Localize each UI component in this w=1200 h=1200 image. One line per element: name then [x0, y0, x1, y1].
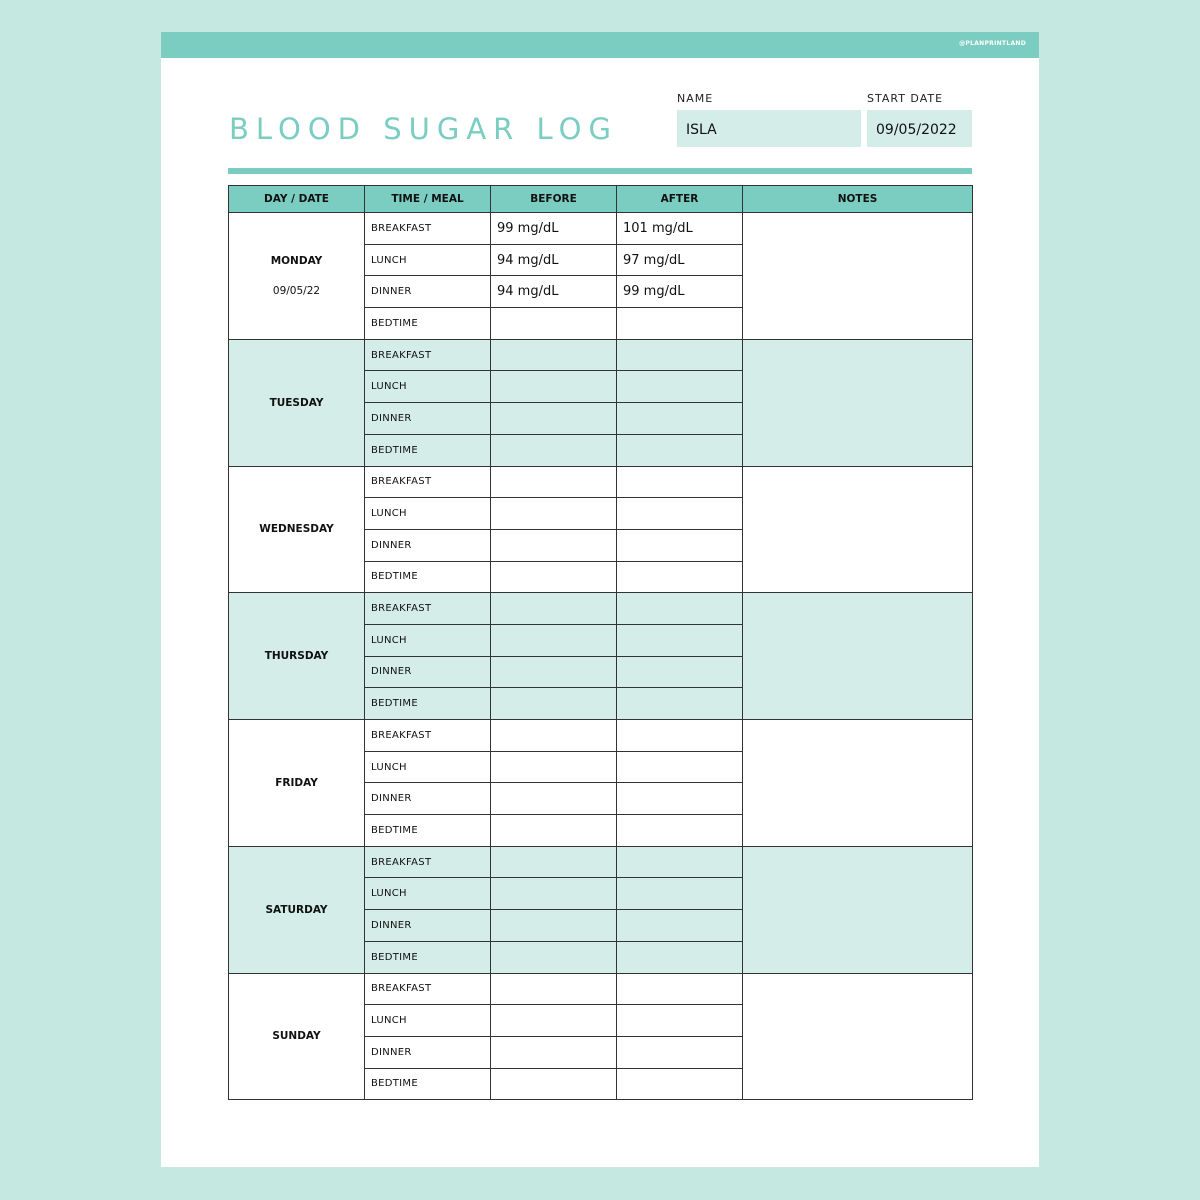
after-reading-cell[interactable] — [617, 339, 743, 371]
before-reading-cell[interactable] — [491, 561, 617, 593]
day-name: SUNDAY — [272, 1030, 321, 1043]
notes-cell[interactable] — [743, 846, 973, 973]
before-reading-cell[interactable] — [491, 434, 617, 466]
day-cell — [229, 846, 365, 973]
day-name: SATURDAY — [265, 903, 328, 916]
meal-label: DINNER — [365, 910, 491, 942]
day-name: TUESDAY — [269, 396, 324, 409]
meal-label: BREAKFAST — [365, 466, 491, 498]
meal-label: DINNER — [365, 529, 491, 561]
col-header-notes: NOTES — [743, 186, 973, 213]
meal-label: BREAKFAST — [365, 213, 491, 245]
after-reading-cell[interactable] — [617, 529, 743, 561]
after-reading-cell[interactable] — [617, 1036, 743, 1068]
meal-label: DINNER — [365, 656, 491, 688]
before-reading-cell[interactable] — [491, 878, 617, 910]
after-reading-cell[interactable] — [617, 910, 743, 942]
after-reading-cell[interactable] — [617, 498, 743, 530]
meal-label: BEDTIME — [365, 1068, 491, 1100]
before-reading-cell[interactable] — [491, 624, 617, 656]
after-reading-cell[interactable] — [617, 1068, 743, 1100]
meal-label: LUNCH — [365, 244, 491, 276]
after-reading-cell[interactable]: 101 mg/dL — [617, 213, 743, 245]
log-sheet — [161, 32, 1039, 1167]
after-reading-cell[interactable] — [617, 751, 743, 783]
start-date-field[interactable]: 09/05/2022 — [867, 110, 972, 147]
before-reading-cell[interactable] — [491, 466, 617, 498]
meal-label: BEDTIME — [365, 434, 491, 466]
after-reading-cell[interactable] — [617, 973, 743, 1005]
meal-label: BEDTIME — [365, 561, 491, 593]
start-date-label: START DATE — [867, 92, 944, 105]
after-reading-cell[interactable] — [617, 846, 743, 878]
day-name: THURSDAY — [264, 650, 329, 663]
after-reading-cell[interactable] — [617, 403, 743, 435]
col-header-after: AFTER — [617, 186, 743, 213]
after-reading-cell[interactable] — [617, 434, 743, 466]
col-header-before: BEFORE — [491, 186, 617, 213]
before-reading-cell[interactable] — [491, 593, 617, 625]
notes-cell[interactable] — [743, 973, 973, 1100]
after-reading-cell[interactable] — [617, 688, 743, 720]
after-reading-cell[interactable]: 99 mg/dL — [617, 276, 743, 308]
before-reading-cell[interactable]: 99 mg/dL — [491, 213, 617, 245]
meal-label: LUNCH — [365, 751, 491, 783]
before-reading-cell[interactable] — [491, 910, 617, 942]
after-reading-cell[interactable] — [617, 941, 743, 973]
after-reading-cell[interactable] — [617, 783, 743, 815]
page-title: BLOOD SUGAR LOG — [229, 112, 618, 146]
name-label: NAME — [677, 92, 714, 105]
day-cell — [229, 339, 365, 466]
before-reading-cell[interactable] — [491, 1005, 617, 1037]
day-cell — [229, 466, 365, 593]
table-row — [229, 593, 973, 625]
table-row — [229, 720, 973, 752]
after-reading-cell[interactable] — [617, 624, 743, 656]
day-cell — [229, 593, 365, 720]
after-reading-cell[interactable] — [617, 815, 743, 847]
day-cell — [229, 720, 365, 847]
table-row — [229, 466, 973, 498]
day-name: WEDNESDAY — [259, 523, 334, 536]
before-reading-cell[interactable] — [491, 973, 617, 1005]
notes-cell[interactable] — [743, 593, 973, 720]
after-reading-cell[interactable] — [617, 371, 743, 403]
after-reading-cell[interactable] — [617, 308, 743, 340]
brand-handle: @PLANPRINTLAND — [959, 40, 1026, 47]
before-reading-cell[interactable] — [491, 751, 617, 783]
after-reading-cell[interactable] — [617, 878, 743, 910]
meal-label: BEDTIME — [365, 815, 491, 847]
after-reading-cell[interactable]: 97 mg/dL — [617, 244, 743, 276]
meal-label: BREAKFAST — [365, 339, 491, 371]
table-row — [229, 213, 973, 245]
day-name: MONDAY — [270, 254, 323, 267]
meal-label: BEDTIME — [365, 688, 491, 720]
before-reading-cell[interactable] — [491, 529, 617, 561]
notes-cell[interactable] — [743, 466, 973, 593]
day-name: FRIDAY — [275, 776, 318, 789]
meal-label: BEDTIME — [365, 308, 491, 340]
col-header-meal: TIME / MEAL — [365, 186, 491, 213]
before-reading-cell[interactable] — [491, 941, 617, 973]
before-reading-cell[interactable] — [491, 403, 617, 435]
table-row — [229, 973, 973, 1005]
after-reading-cell[interactable] — [617, 1005, 743, 1037]
table-row — [229, 846, 973, 878]
meal-label: DINNER — [365, 276, 491, 308]
log-table — [228, 185, 973, 1100]
table-row — [229, 339, 973, 371]
before-reading-cell[interactable] — [491, 1036, 617, 1068]
meal-label: BREAKFAST — [365, 973, 491, 1005]
divider-rule — [228, 168, 972, 174]
before-reading-cell[interactable] — [491, 498, 617, 530]
after-reading-cell[interactable] — [617, 593, 743, 625]
name-field[interactable]: ISLA — [677, 110, 861, 147]
before-reading-cell[interactable] — [491, 688, 617, 720]
before-reading-cell[interactable] — [491, 1068, 617, 1100]
before-reading-cell[interactable] — [491, 720, 617, 752]
meal-label: DINNER — [365, 403, 491, 435]
notes-cell[interactable] — [743, 720, 973, 847]
meal-label: DINNER — [365, 1036, 491, 1068]
before-reading-cell[interactable] — [491, 846, 617, 878]
day-cell — [229, 213, 365, 340]
before-reading-cell[interactable]: 94 mg/dL — [491, 276, 617, 308]
meal-label: LUNCH — [365, 371, 491, 403]
after-reading-cell[interactable] — [617, 720, 743, 752]
notes-cell[interactable] — [743, 213, 973, 340]
before-reading-cell[interactable] — [491, 783, 617, 815]
meal-label: LUNCH — [365, 498, 491, 530]
meal-label: BREAKFAST — [365, 593, 491, 625]
before-reading-cell[interactable] — [491, 308, 617, 340]
after-reading-cell[interactable] — [617, 466, 743, 498]
before-reading-cell[interactable] — [491, 339, 617, 371]
meal-label: BREAKFAST — [365, 846, 491, 878]
before-reading-cell[interactable] — [491, 371, 617, 403]
before-reading-cell[interactable]: 94 mg/dL — [491, 244, 617, 276]
meal-label: BEDTIME — [365, 941, 491, 973]
top-banner — [161, 32, 1039, 58]
col-header-day: DAY / DATE — [229, 186, 365, 213]
meal-label: LUNCH — [365, 878, 491, 910]
before-reading-cell[interactable] — [491, 656, 617, 688]
after-reading-cell[interactable] — [617, 561, 743, 593]
meal-label: DINNER — [365, 783, 491, 815]
after-reading-cell[interactable] — [617, 656, 743, 688]
table-header-row — [229, 186, 973, 213]
day-date: 09/05/22 — [272, 284, 321, 297]
before-reading-cell[interactable] — [491, 815, 617, 847]
meal-label: LUNCH — [365, 1005, 491, 1037]
meal-label: BREAKFAST — [365, 720, 491, 752]
notes-cell[interactable] — [743, 339, 973, 466]
meal-label: LUNCH — [365, 624, 491, 656]
day-cell — [229, 973, 365, 1100]
